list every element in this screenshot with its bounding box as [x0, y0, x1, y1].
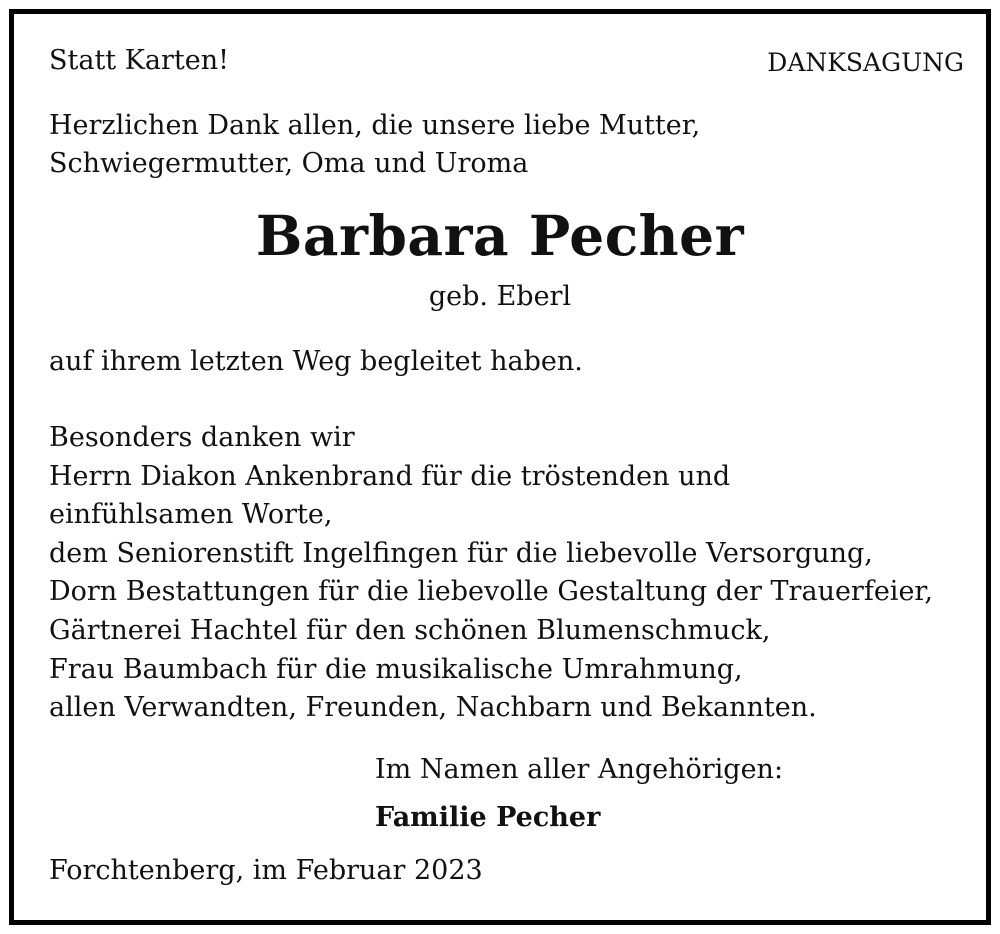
- family-signature: Familie Pecher: [375, 802, 601, 833]
- signoff-intro: Im Namen aller Angehörigen:: [375, 754, 784, 785]
- birth-name: geb. Eberl: [428, 281, 572, 312]
- statt-karten-label: Statt Karten!: [49, 45, 229, 76]
- thanks-line: Besonders danken wir: [49, 422, 355, 453]
- thanks-line: Frau Baumbach für die musikalische Umrahmung,: [49, 653, 743, 685]
- danksagung-title: DANKSAGUNG: [767, 48, 964, 77]
- thanks-line: allen Verwandten, Freunden, Nachbarn und Bekannten.: [49, 692, 817, 724]
- thanks-line: Dorn Bestattungen für die liebevolle Gestaltung der Trauerfeier,: [49, 576, 933, 608]
- closing-line: auf ihrem letzten Weg begleitet haben.: [49, 346, 583, 377]
- thanks-line: Gärtnerei Hachtel für den schönen Blumenschmuck,: [49, 614, 771, 646]
- notice-frame: [9, 9, 991, 925]
- thanks-line: einfühlsamen Worte,: [49, 499, 333, 531]
- thanks-line: Herrn Diakon Ankenbrand für die tröstenden und: [49, 460, 731, 492]
- deceased-name: Barbara Pecher: [255, 203, 745, 268]
- intro-line-1: Herzlichen Dank allen, die unsere liebe Mutter,: [49, 110, 701, 141]
- intro-line-2: Schwiegermutter, Oma und Uroma: [49, 148, 529, 179]
- thanks-line: dem Seniorenstift Ingelfingen für die liebevolle Versorgung,: [49, 537, 873, 569]
- place-date: Forchtenberg, im Februar 2023: [49, 855, 483, 886]
- thanks-list: [49, 419, 933, 728]
